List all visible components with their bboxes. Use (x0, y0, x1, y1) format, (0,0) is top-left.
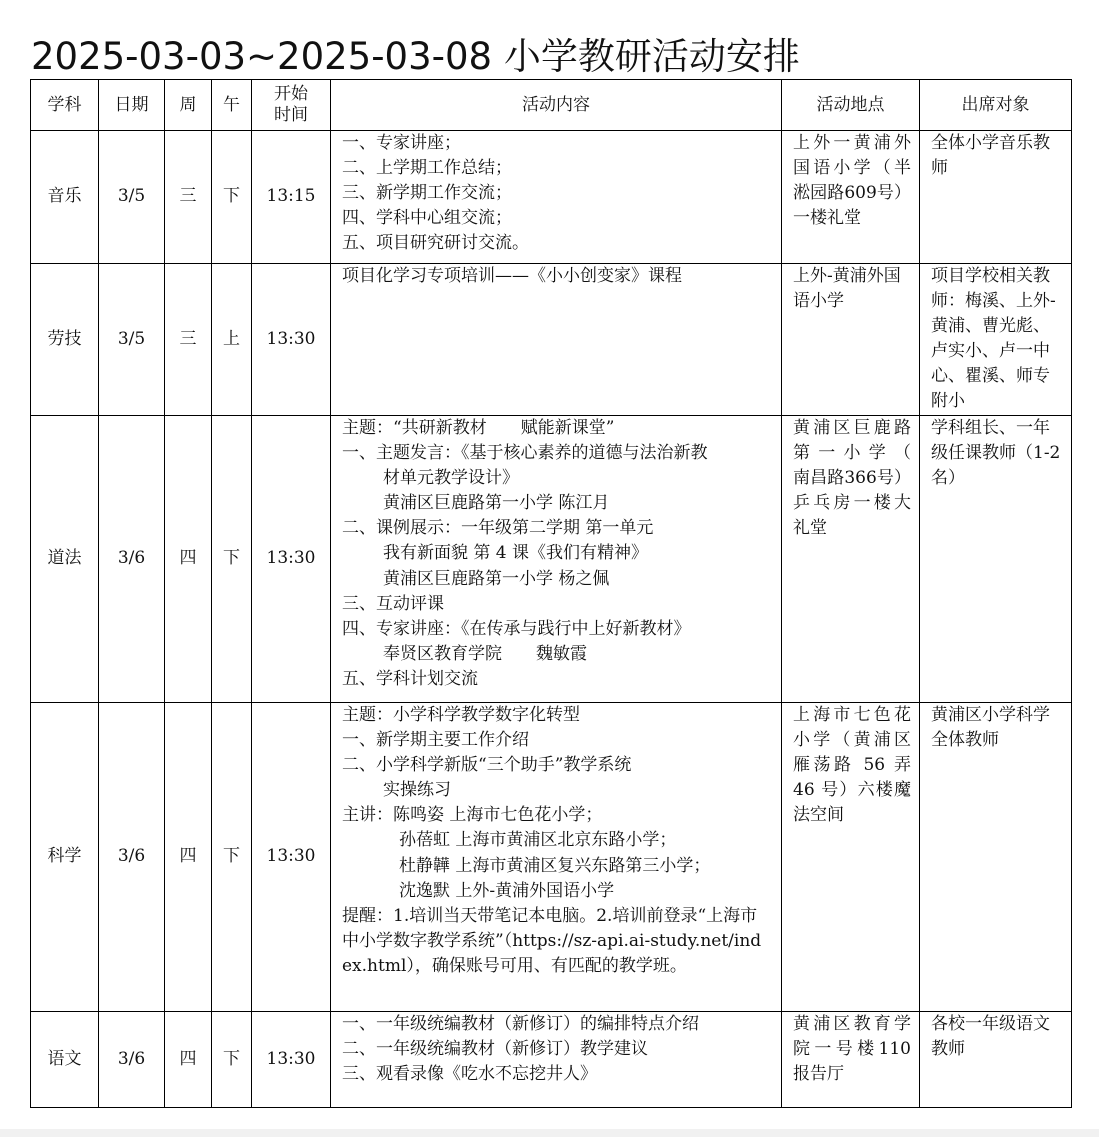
cell-time: 13:30 (252, 416, 331, 703)
content-line: 一、主题发言：《基于核心素养的道德与法治新教 (342, 443, 708, 464)
cell-content (331, 416, 782, 703)
cell-attendees (920, 1012, 1072, 1108)
cell-subject: 道法 (31, 416, 99, 703)
header-subject: 学科 (31, 80, 99, 131)
cell-date: 3/6 (99, 703, 165, 1012)
cell-weekday: 四 (165, 703, 212, 1012)
cell-attendees (920, 264, 1072, 416)
header-date: 日期 (99, 80, 165, 131)
content-line: 四、专家讲座：《在传承与践行中上好新教材》 (342, 618, 691, 639)
content-line: 一、专家讲座； (342, 133, 461, 153)
content-line: 杜静韡 上海市黄浦区复兴东路第三小学； (399, 855, 711, 876)
cell-noon: 下 (212, 131, 252, 264)
cell-content (331, 1012, 782, 1108)
content-line: 材单元教学设计》 (383, 468, 519, 489)
cell-date: 3/6 (99, 1012, 165, 1108)
page-title: 2025-03-03~2025-03-08 小学教研活动安排 (31, 35, 800, 78)
content-line: 沈逸默 上外-黄浦外国语小学 (399, 880, 615, 901)
content-line: 二、上学期工作总结； (342, 158, 512, 179)
cell-time: 13:15 (252, 131, 331, 264)
cell-content (331, 131, 782, 264)
content-line: 四、学科中心组交流； (342, 208, 512, 229)
content-line: 二、小学科学新版“三个助手”教学系统 (342, 755, 632, 776)
content-line: 三、观看录像《吃水不忘挖井人》 (342, 1064, 597, 1085)
cell-noon: 下 (212, 1012, 252, 1108)
table-row (31, 1012, 1072, 1108)
header-location: 活动地点 (782, 80, 920, 131)
cell-time: 13:30 (252, 264, 331, 416)
content-line: 二、一年级统编教材（新修订）教学建议 (342, 1039, 648, 1060)
table-row (31, 264, 1072, 416)
cell-weekday: 三 (165, 131, 212, 264)
cell-noon: 下 (212, 703, 252, 1012)
content-line: 一、一年级统编教材（新修订）的编排特点介绍 (342, 1014, 699, 1034)
cell-subject: 音乐 (31, 131, 99, 264)
location-text: 上海市七色花小学（黄浦区雁荡路 56 弄 46 号）六楼魔法空间 (793, 705, 911, 826)
cell-location (782, 264, 920, 416)
cell-weekday: 三 (165, 264, 212, 416)
cell-subject: 语文 (31, 1012, 99, 1108)
content-line: 主题：小学科学教学数字化转型 (342, 705, 580, 725)
header-start-time-line1: 开始 (274, 84, 308, 104)
schedule-table (30, 79, 1072, 1108)
location-text: 黄浦区教育学院一号楼110 报告厅 (793, 1014, 911, 1085)
attendees-text: 项目学校相关教师：梅溪、上外-黄浦、曹光彪、卢实小、卢一中心、瞿溪、师专附小 (931, 266, 1056, 412)
attendees-text: 黄浦区小学科学全体教师 (931, 705, 1050, 751)
cell-noon: 上 (212, 264, 252, 416)
location-text: 黄浦区巨鹿路第一小学（ 南昌路366号）乒乓房一楼大礼堂 (793, 418, 928, 539)
content-line: 主题：“共研新教材 赋能新课堂” (342, 418, 615, 438)
content-line: 主讲：陈鸣姿 上海市七色花小学； (342, 805, 603, 826)
cell-location (782, 416, 928, 703)
header-weekday: 周 (165, 80, 212, 131)
cell-subject: 劳技 (31, 264, 99, 416)
cell-location (782, 703, 920, 1012)
header-noon: 午 (212, 80, 252, 131)
table-row (31, 416, 1072, 703)
content-line: 五、项目研究研讨交流。 (342, 233, 529, 254)
cell-noon: 下 (212, 416, 252, 703)
content-line: 三、新学期工作交流； (342, 183, 512, 204)
attendees-text: 全体小学音乐教师 (931, 133, 1050, 179)
header-content: 活动内容 (331, 80, 782, 131)
cell-location (782, 1012, 920, 1108)
bottom-edge-bar (0, 1129, 1099, 1137)
attendees-text: 各校一年级语文教师 (931, 1014, 1050, 1060)
attendees-text: 学科组长、一年级任课教师（1-2 名） (931, 418, 1061, 489)
cell-content (331, 264, 782, 416)
content-line: 三、互动评课 (342, 593, 444, 614)
content-line: 一、新学期主要工作介绍 (342, 730, 529, 751)
cell-time: 13:30 (252, 1012, 331, 1108)
content-line: 孙蓓虹 上海市黄浦区北京东路小学； (399, 830, 677, 851)
header-attendees: 出席对象 (920, 80, 1072, 131)
cell-attendees (920, 416, 1072, 703)
header-row (31, 80, 1072, 131)
cell-time: 13:30 (252, 703, 331, 1012)
cell-attendees (920, 703, 1072, 1012)
content-line: 奉贤区教育学院 魏敏霞 (383, 643, 587, 664)
header-start-time-line2: 时间 (274, 105, 308, 125)
cell-attendees (920, 131, 1072, 264)
header-start-time (252, 80, 331, 131)
cell-date: 3/5 (99, 264, 165, 416)
cell-content (331, 703, 782, 1012)
table-row (31, 703, 1072, 1012)
cell-date: 3/6 (99, 416, 165, 703)
cell-weekday: 四 (165, 416, 212, 703)
cell-location (782, 131, 920, 264)
content-line: 黄浦区巨鹿路第一小学 杨之佩 (383, 568, 610, 589)
location-text: 上外-黄浦外国语小学 (793, 266, 901, 312)
cell-subject: 科学 (31, 703, 99, 1012)
content-line: 二、课例展示：一年级第二学期 第一单元 (342, 518, 654, 539)
content-line: 五、学科计划交流 (342, 668, 478, 689)
content-line: 项目化学习专项培训——《小小创变家》课程 (342, 266, 682, 286)
cell-weekday: 四 (165, 1012, 212, 1108)
table-row (31, 131, 1072, 264)
cell-date: 3/5 (99, 131, 165, 264)
content-line: 黄浦区巨鹿路第一小学 陈江月 (383, 493, 610, 514)
content-line: 实操练习 (383, 780, 451, 801)
location-text: 上外一黄浦外国语小学（半淞园路609号）一楼礼堂 (793, 133, 911, 229)
content-line: 我有新面貌 第 4 课《我们有精神》 (383, 543, 649, 564)
content-line: 提醒：1.培训当天带笔记本电脑。2.培训前登录“上海市中小学数字教学系统”（https://sz-api.ai-study.net/index.html），确保账号可用、有匹配的教学班。 (342, 905, 762, 976)
